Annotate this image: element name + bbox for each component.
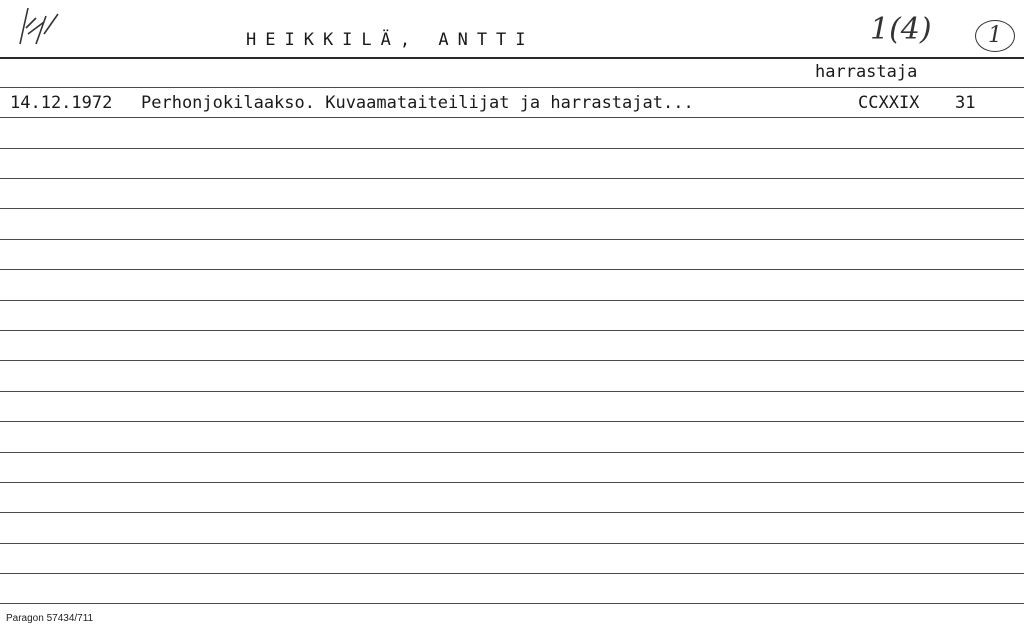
ruled-line xyxy=(0,178,1024,179)
ruled-line xyxy=(0,512,1024,513)
ruled-line xyxy=(0,573,1024,574)
ruled-line xyxy=(0,543,1024,544)
ruled-line xyxy=(0,360,1024,361)
circled-number: 1 xyxy=(975,20,1015,52)
card-page-marker: 1(4) xyxy=(870,12,932,47)
ruled-line xyxy=(0,87,1024,88)
ruled-line xyxy=(0,330,1024,331)
person-name: HEIKKILÄ, ANTTI xyxy=(246,30,535,50)
ruled-line xyxy=(0,391,1024,392)
ruled-line xyxy=(0,148,1024,149)
printer-mark: Paragon 57434/711 xyxy=(6,613,94,624)
header-rule xyxy=(0,57,1024,59)
ruled-line xyxy=(0,300,1024,301)
entry-volume: CCXXIX xyxy=(858,93,920,113)
ruled-line xyxy=(0,239,1024,240)
entry-date: 14.12.1972 xyxy=(10,93,113,113)
ruled-line xyxy=(0,421,1024,422)
ruled-line xyxy=(0,208,1024,209)
entry-page: 31 xyxy=(955,93,976,113)
entry-title: Perhonjokilaakso. Kuvaamataiteilijat ja harrastajat... xyxy=(141,93,694,113)
category-label: harrastaja xyxy=(815,62,918,82)
ruled-line xyxy=(0,603,1024,604)
handwritten-initials xyxy=(14,4,64,54)
ruled-line xyxy=(0,269,1024,270)
ruled-line xyxy=(0,452,1024,453)
ruled-line xyxy=(0,117,1024,118)
ruled-line xyxy=(0,482,1024,483)
